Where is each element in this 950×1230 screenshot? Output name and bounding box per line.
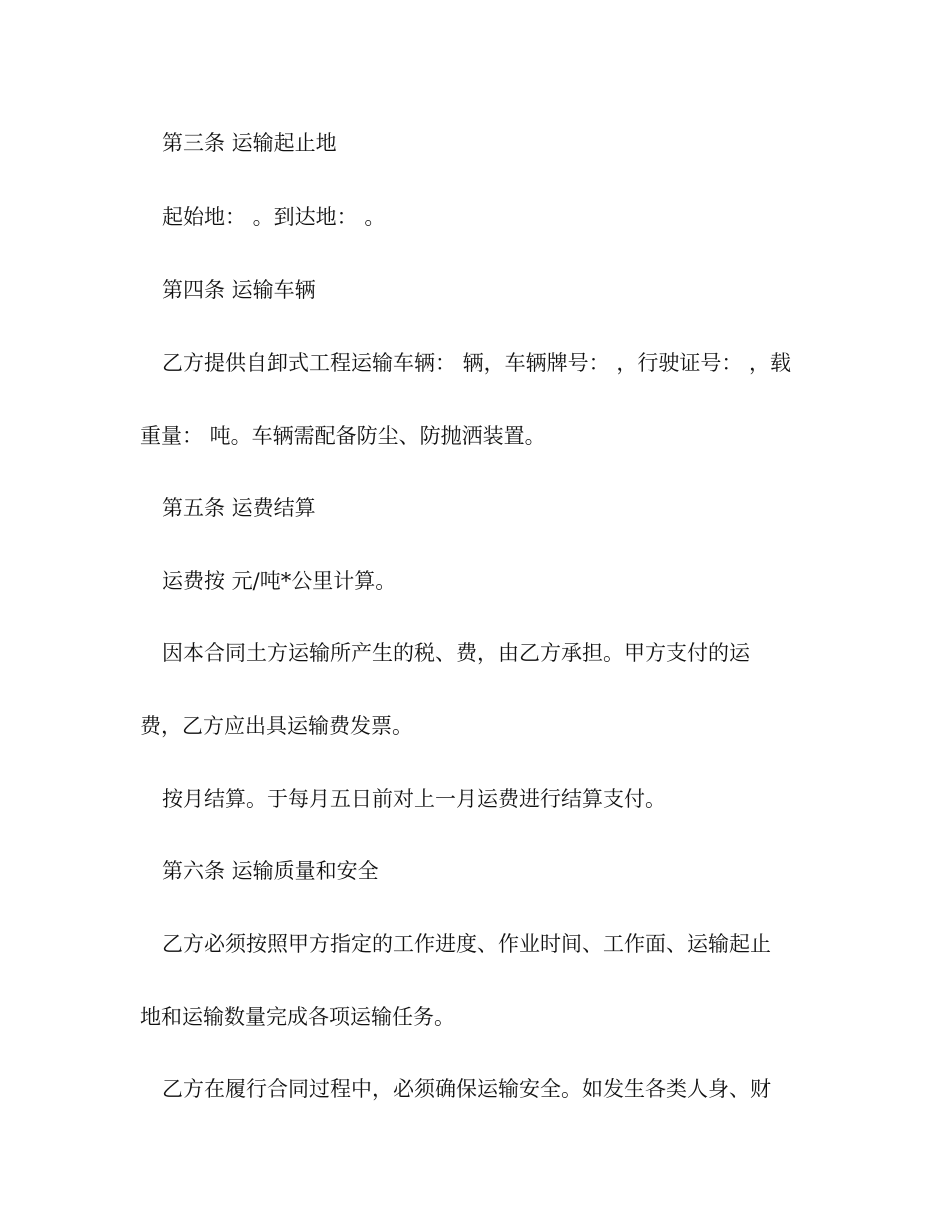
tax-paragraph-line-2: 费，乙方应出具运输费发票。 <box>140 714 413 738</box>
tax-paragraph-line-1: 因本合同土方运输所产生的税、费，由乙方承担。甲方支付的运 <box>162 641 750 665</box>
safety-paragraph-line-1: 乙方在履行合同过程中，必须确保运输安全。如发生各类人身、财 <box>162 1077 771 1101</box>
quality-paragraph-line-1: 乙方必须按照甲方指定的工作进度、作业时间、工作面、运输起止 <box>162 932 771 956</box>
article-3-heading: 第三条 运输起止地 <box>162 131 337 155</box>
monthly-settlement-line: 按月结算。于每月五日前对上一月运费进行结算支付。 <box>162 787 666 811</box>
article-5-heading: 第五条 运费结算 <box>162 496 316 520</box>
quality-paragraph-line-2: 地和运输数量完成各项运输任务。 <box>140 1005 455 1029</box>
vehicle-paragraph-line-1: 乙方提供自卸式工程运输车辆： 辆，车辆牌号： ，行驶证号： ，载 <box>162 351 792 375</box>
article-4-heading: 第四条 运输车辆 <box>162 278 316 302</box>
vehicle-paragraph-line-2: 重量： 吨。车辆需配备防尘、防抛洒装置。 <box>140 424 546 448</box>
freight-rate-line: 运费按 元/吨*公里计算。 <box>162 569 397 593</box>
article-6-heading: 第六条 运输质量和安全 <box>162 859 379 883</box>
origin-destination-line: 起始地： 。到达地： 。 <box>162 205 386 229</box>
